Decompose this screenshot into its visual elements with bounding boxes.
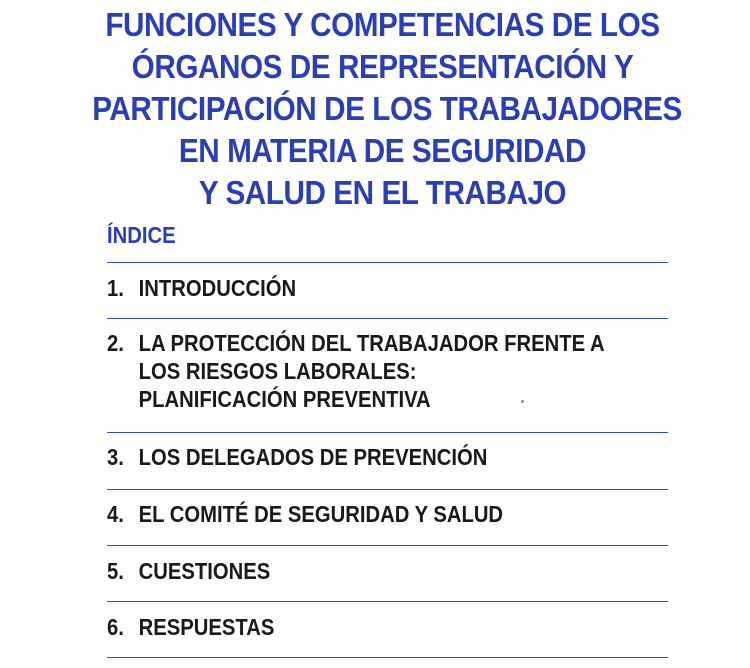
- document-title: [92, 4, 682, 214]
- index-item-number: 6.: [107, 614, 124, 640]
- index-item-line: CUESTIONES: [138, 558, 271, 584]
- index-item-line: LA PROTECCIÓN DEL TRABAJADOR FRENTE A: [138, 330, 605, 356]
- index-item-text: [139, 273, 296, 303]
- index-item-introduccion: [107, 273, 635, 303]
- title-line: Y SALUD EN EL TRABAJO: [198, 174, 567, 211]
- index-divider: [107, 489, 668, 490]
- index-item-text: [139, 329, 605, 413]
- index-divider: [107, 657, 668, 658]
- index-item-text: [139, 442, 488, 472]
- index-item-line: EL COMITÉ DE SEGURIDAD Y SALUD: [138, 501, 504, 527]
- index-item-number: 5.: [107, 558, 124, 584]
- index-item-respuestas: [107, 612, 635, 642]
- index-item-line: LOS RIESGOS LABORALES:: [138, 358, 417, 384]
- index-item-line: RESPUESTAS: [138, 614, 275, 640]
- scan-speck: [521, 400, 524, 403]
- index-item-number: 4.: [107, 501, 124, 527]
- index-divider: [107, 318, 668, 319]
- index-divider: [107, 601, 668, 602]
- index-item-cuestiones: [107, 556, 635, 586]
- index-heading: ÍNDICE: [107, 222, 176, 248]
- index-item-line: INTRODUCCIÓN: [138, 275, 297, 301]
- title-line: ÓRGANOS DE REPRESENTACIÓN Y: [131, 48, 634, 85]
- title-line: PARTICIPACIÓN DE LOS TRABAJADORES: [92, 90, 682, 127]
- title-line: EN MATERIA DE SEGURIDAD: [178, 132, 587, 169]
- index-item-line: PLANIFICACIÓN PREVENTIVA: [138, 386, 431, 412]
- index-item-text: [139, 612, 275, 642]
- index-item-comite: [107, 499, 635, 529]
- index-item-text: [139, 499, 503, 529]
- index-item-number: 3.: [107, 444, 124, 470]
- title-line: FUNCIONES Y COMPETENCIAS DE LOS: [105, 6, 660, 43]
- index-divider: [107, 262, 668, 263]
- index-item-proteccion: [107, 329, 635, 413]
- index-item-delegados: [107, 442, 635, 472]
- index-item-line: LOS DELEGADOS DE PREVENCIÓN: [138, 444, 488, 470]
- index-item-text: [139, 556, 271, 586]
- index-divider: [107, 545, 668, 546]
- index-item-number: 1.: [107, 275, 124, 301]
- index-divider: [107, 432, 668, 433]
- index-item-number: 2.: [107, 330, 124, 356]
